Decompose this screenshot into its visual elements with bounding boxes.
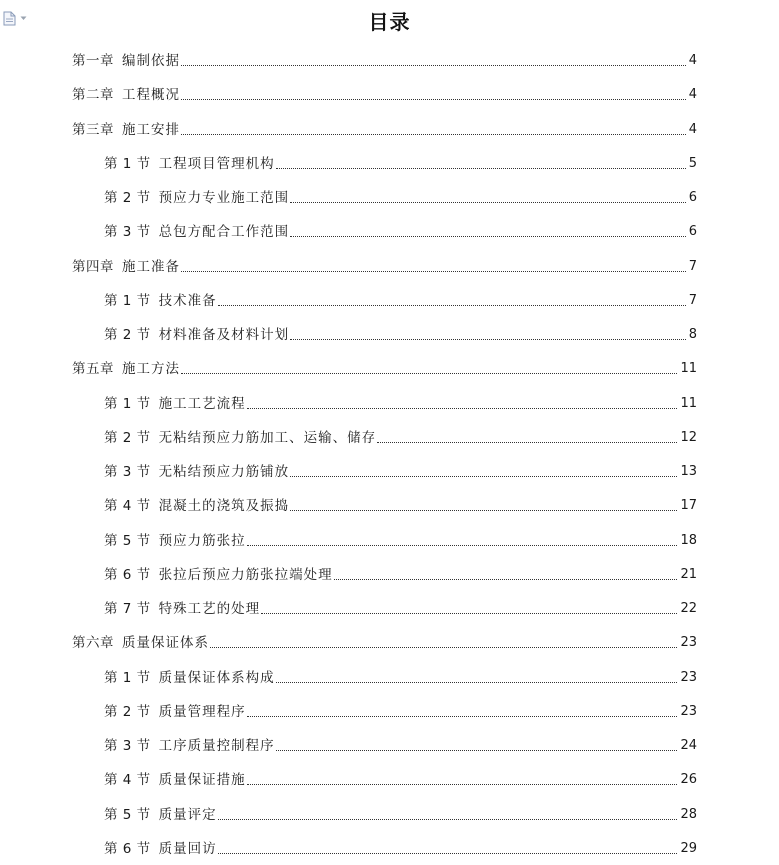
toc-section-entry[interactable] [104,734,697,754]
toc-entry-title: 特殊工艺的处理 [158,601,261,617]
toc-entry-number: 第一章 [72,53,114,69]
toc-entry-title: 无粘结预应力筋加工、运输、储存 [158,429,377,446]
dot-leader [261,613,677,614]
toc-entry-number: 第四章 [72,258,114,275]
toc-entry-title: 预应力专业施工范围 [158,190,290,206]
toc-page-number: 23 [680,669,697,685]
toc-chapter-entry[interactable] [72,49,697,69]
toc-section-entry[interactable] [104,837,697,857]
toc-entry-title: 预应力筋张拉 [158,532,246,549]
toc-page-number: 23 [680,703,697,719]
toc-page-number: 13 [680,464,697,479]
toc-page-number: 17 [680,498,697,514]
toc-entry-number: 第 6 节 [104,840,151,857]
toc-entry-title: 张拉后预应力筋张拉端处理 [158,566,333,583]
toc-page-number: 18 [680,532,697,548]
toc-entry-number: 第 3 节 [104,738,151,754]
dot-leader [290,236,686,237]
toc-page-number: 4 [688,53,697,68]
dot-leader [377,442,677,443]
dot-leader [181,65,686,66]
toc-entry-number: 第 3 节 [104,224,151,241]
toc-section-entry[interactable] [104,597,697,617]
toc-page-number: 5 [688,155,697,171]
dot-leader [181,373,677,374]
toc-entry-title: 总包方配合工作范围 [158,224,290,241]
dot-leader [334,579,678,580]
toc-page-number: 4 [688,87,697,103]
toc-entry-title: 无粘结预应力筋铺放 [158,464,290,480]
toc-page-number: 6 [688,224,697,240]
toc-section-entry[interactable] [104,563,697,583]
toc-entry-number: 第 2 节 [104,327,151,343]
toc-entry-title: 质量评定 [158,806,217,823]
toc-entry-number: 第六章 [72,635,114,652]
dot-leader [210,647,677,648]
toc-entry-number: 第五章 [72,361,114,378]
toc-entry-number: 第 1 节 [104,155,151,172]
toc-section-entry[interactable] [104,803,697,823]
toc-section-entry[interactable] [104,392,697,412]
toc-entry-title: 施工工艺流程 [158,395,246,412]
toc-page-number: 24 [680,738,697,753]
toc-section-entry[interactable] [104,700,697,720]
dot-leader [218,853,678,854]
toc-page-number: 11 [680,361,697,377]
toc-page-number: 7 [688,292,697,308]
toc-page-number: 8 [688,327,697,342]
toc-page-number: 4 [688,121,697,137]
page-title: 目录 [368,10,411,34]
dot-leader [181,99,686,100]
toc-section-entry[interactable] [104,529,697,549]
toc-section-entry[interactable] [104,460,697,480]
toc-entry-number: 第二章 [72,87,114,104]
dot-leader [218,305,686,306]
toc-entry-title: 工序质量控制程序 [158,738,275,754]
toc-entry-title: 质量保证体系 [122,635,209,652]
dot-leader [276,168,686,169]
dot-leader [181,134,686,135]
toc-section-entry[interactable] [104,220,697,240]
toc-entry-title: 编制依据 [122,53,180,69]
dot-leader [247,545,678,546]
toc-section-entry[interactable] [104,323,697,343]
toc-entry-number: 第 5 节 [104,806,151,823]
toc-entry-title: 混凝土的浇筑及振捣 [158,498,290,515]
toc-section-entry[interactable] [104,666,697,686]
toc-entry-number: 第 2 节 [104,703,151,720]
dot-leader [276,682,678,683]
toc-entry-number: 第 2 节 [104,429,151,446]
toc-entry-title: 工程概况 [122,87,180,104]
toc-chapter-entry[interactable] [72,631,697,651]
dot-leader [276,750,678,751]
dot-leader [290,202,686,203]
toc-entry-title: 质量管理程序 [158,703,246,720]
dot-leader [247,784,678,785]
toc-page-number: 11 [680,395,697,411]
toc-entry-title: 工程项目管理机构 [158,155,275,172]
dot-leader [247,716,678,717]
toc-entry-number: 第 6 节 [104,566,151,583]
toc-section-entry[interactable] [104,152,697,172]
dot-leader [290,476,677,477]
toc-page-number: 7 [688,258,697,274]
toc-chapter-entry[interactable] [72,83,697,103]
toc-entry-number: 第 4 节 [104,498,151,515]
toc-entry-title: 材料准备及材料计划 [158,327,290,343]
dot-leader [290,339,686,340]
toc-page-number: 29 [680,840,697,856]
toc-section-entry[interactable] [104,494,697,514]
toc-page-number: 23 [680,635,697,651]
toc-chapter-entry[interactable] [72,118,697,138]
toc-page-number: 6 [688,190,697,205]
toc-entry-title: 施工安排 [122,121,180,138]
toc-entry-title: 施工方法 [122,361,180,378]
toc-entry-number: 第 4 节 [104,772,151,789]
toc-entry-title: 质量保证体系构成 [158,669,275,686]
toc-chapter-entry[interactable] [72,255,697,275]
dot-leader [290,510,677,511]
toc-page-number: 28 [680,806,697,822]
toc-section-entry[interactable] [104,426,697,446]
toc-section-entry[interactable] [104,768,697,788]
dot-leader [181,271,686,272]
toc-entry-number: 第 1 节 [104,395,151,412]
toc-section-entry[interactable] [104,186,697,206]
toc-entry-title: 技术准备 [158,292,217,309]
toc-entry-number: 第三章 [72,121,114,138]
toc-section-entry[interactable] [104,289,697,309]
toc-entry-number: 第 2 节 [104,190,151,206]
toc-entry-title: 质量回访 [158,840,217,857]
toc-page-number: 21 [680,566,697,582]
toc-page-number: 26 [680,772,697,788]
toc-entry-number: 第 1 节 [104,669,151,686]
toc-chapter-entry[interactable] [72,357,697,377]
toc-entry-number: 第 5 节 [104,532,151,549]
dot-leader [247,408,678,409]
toc-entry-number: 第 7 节 [104,601,151,617]
toc-entry-title: 施工准备 [122,258,180,275]
toc-entry-title: 质量保证措施 [158,772,246,789]
toc-entry-number: 第 3 节 [104,464,151,480]
toc-entry-number: 第 1 节 [104,292,151,309]
dot-leader [218,819,678,820]
toc-page-number: 12 [680,429,697,445]
toc-page-number: 22 [680,601,697,616]
